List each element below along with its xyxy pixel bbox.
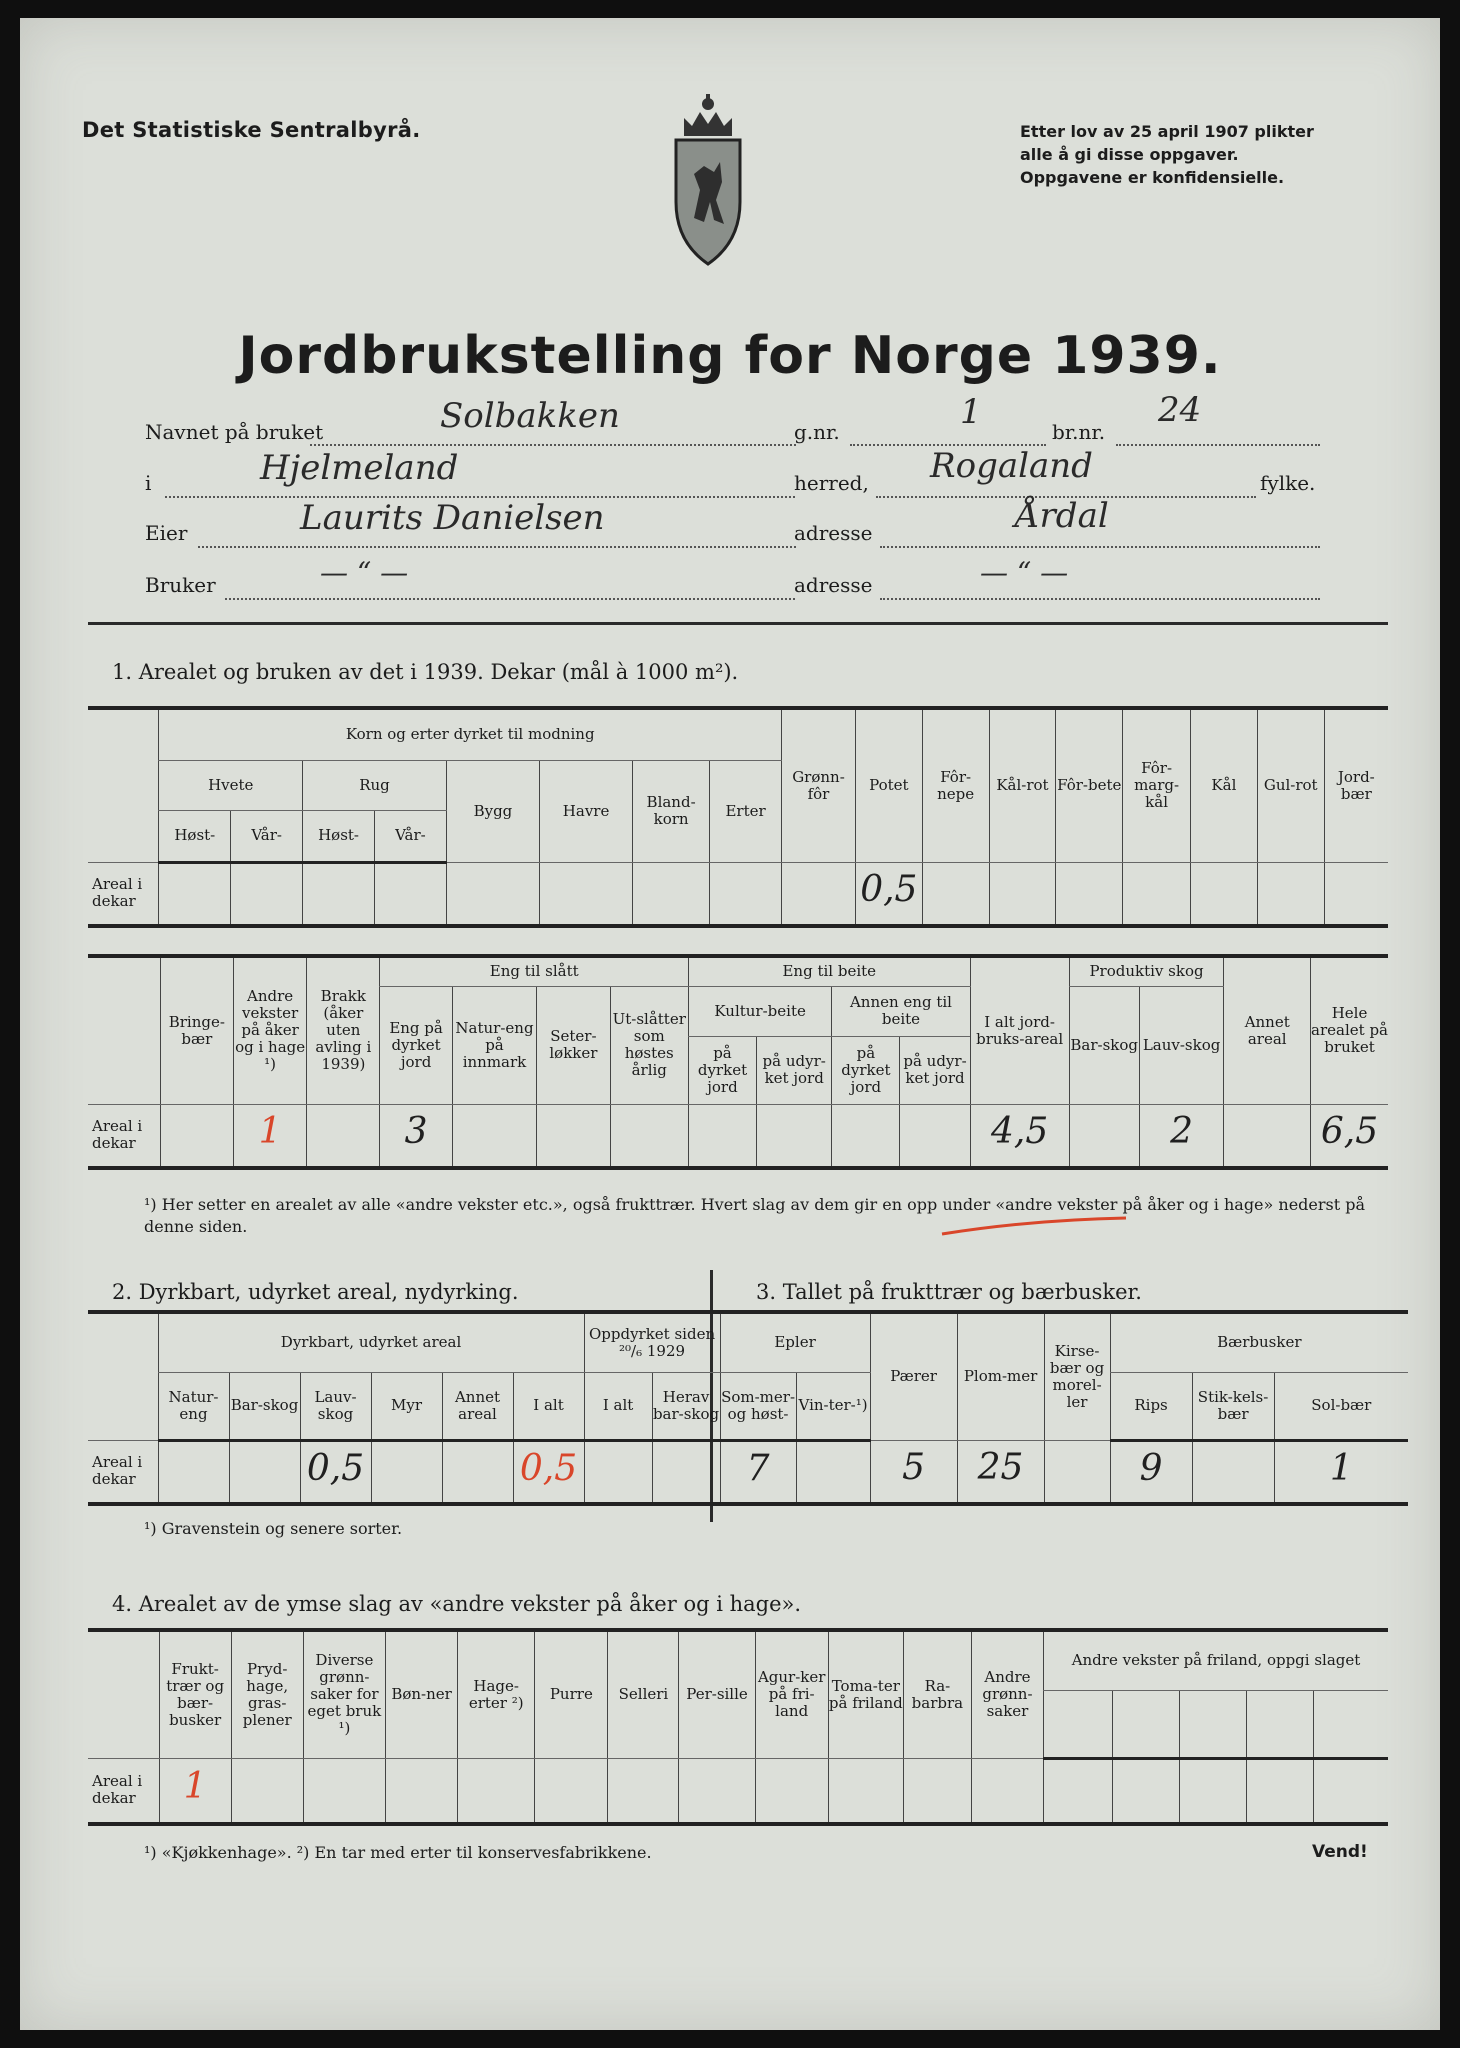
herred-label: herred, xyxy=(794,471,869,495)
eng-dyrket-value: 3 xyxy=(404,1111,428,1153)
header-prydhage: Pryd-hage, gras-plener xyxy=(231,1630,303,1758)
header-herav-barskog: Herav bar-skog xyxy=(652,1372,720,1440)
cell-i-alt[interactable] xyxy=(513,1440,584,1504)
header-agurker: Agur-ker på fri-land xyxy=(755,1630,828,1758)
section2-heading: 2. Dyrkbart, udyrket areal, nydyrking. xyxy=(112,1280,519,1304)
cell[interactable] xyxy=(688,1104,756,1168)
header-bygg: Bygg xyxy=(446,760,539,862)
header-i-alt: I alt xyxy=(513,1372,584,1440)
cell[interactable] xyxy=(1180,1758,1247,1824)
cell-rips[interactable] xyxy=(1110,1440,1192,1504)
blank-header[interactable] xyxy=(1113,1690,1180,1758)
cell-frukttraer[interactable] xyxy=(159,1758,231,1824)
cell[interactable] xyxy=(1069,1104,1139,1168)
section3-heading: 3. Tallet på frukttrær og bærbusker. xyxy=(756,1280,1142,1304)
bruker-value[interactable]: — “ — xyxy=(320,556,409,589)
header-sommer: Som-mer-og høst- xyxy=(720,1372,796,1440)
header-hvete: Hvete xyxy=(159,760,303,810)
cell[interactable] xyxy=(458,1758,535,1824)
cell[interactable] xyxy=(710,862,782,926)
header-eng-slatt: Eng til slått xyxy=(380,956,688,986)
cell[interactable] xyxy=(679,1758,755,1824)
cell[interactable] xyxy=(608,1758,679,1824)
i-label: i xyxy=(145,471,152,495)
cell[interactable] xyxy=(540,862,633,926)
andre-vekster-value: 1 xyxy=(258,1111,282,1153)
cell[interactable] xyxy=(796,1440,870,1504)
cell-lauvskog[interactable] xyxy=(1139,1104,1224,1168)
cell-plommer[interactable] xyxy=(957,1440,1044,1504)
header-barskog: Bar-skog xyxy=(229,1372,300,1440)
census-form xyxy=(20,18,1440,2030)
eier-adresse-value[interactable]: Årdal xyxy=(1015,496,1109,536)
cell[interactable] xyxy=(442,1440,513,1504)
fylke-label: fylke. xyxy=(1260,471,1316,495)
header-selleri: Selleri xyxy=(608,1630,679,1758)
cell-i-alt[interactable] xyxy=(970,1104,1069,1168)
gnr-value[interactable]: 1 xyxy=(960,392,982,432)
hele-arealet-value: 6,5 xyxy=(1320,1111,1379,1153)
header-bringebaer: Bringe-bær xyxy=(160,956,233,1104)
header-annet-areal: Annet areal xyxy=(442,1372,513,1440)
header-oppdyrket-i-alt: I alt xyxy=(584,1372,652,1440)
header-paerer: Pærer xyxy=(870,1312,957,1440)
section4-heading: 4. Arealet av de ymse slag av «andre vekster på åker og i hage». xyxy=(112,1592,802,1616)
cell-eng-dyrket[interactable] xyxy=(380,1104,452,1168)
header-jordbaer: Jord-bær xyxy=(1324,708,1388,862)
header-blandkorn: Bland-korn xyxy=(633,760,710,862)
header-kalrot: Kål-rot xyxy=(989,708,1056,862)
cell[interactable] xyxy=(757,1104,832,1168)
header-naturreng: Natur-eng xyxy=(158,1372,229,1440)
i-alt-value: 4,5 xyxy=(990,1111,1049,1153)
row-label: Areal i dekar xyxy=(88,1104,160,1168)
header-naturreng: Natur-eng på innmark xyxy=(452,986,537,1104)
header-eng-beite: Eng til beite xyxy=(688,956,970,986)
cell-potet[interactable] xyxy=(855,862,922,926)
navnet-label: Navnet på bruket xyxy=(145,420,324,444)
header-barskog: Bar-skog xyxy=(1069,986,1139,1104)
norwegian-coat-of-arms-icon xyxy=(670,90,746,266)
bruker-label: Bruker xyxy=(145,573,216,597)
header-fornepe: Fôr-nepe xyxy=(922,708,989,862)
section1-footnote: ¹) Her setter en arealet av alle «andre vekster etc.», også frukttrær. Hvert slag av dem gir en opp under «andre vekster på åker og i hage» nederst på denne siden. xyxy=(144,1195,1366,1236)
cell[interactable] xyxy=(159,862,231,926)
brnr-label: br.nr. xyxy=(1052,420,1106,444)
gnr-label: g.nr. xyxy=(794,420,840,444)
header-rips: Rips xyxy=(1110,1372,1192,1440)
cell[interactable] xyxy=(535,1758,608,1824)
cell[interactable] xyxy=(1247,1758,1314,1824)
solbaer-value: 1 xyxy=(1329,1447,1353,1489)
cell-lauvskog[interactable] xyxy=(300,1440,371,1504)
header-annen-dyrket: på dyrket jord xyxy=(832,1036,900,1104)
fylke-value[interactable]: Rogaland xyxy=(930,446,1093,486)
sommer-value: 7 xyxy=(746,1447,770,1489)
header-erter: Erter xyxy=(710,760,782,862)
crop-area-table-2 xyxy=(88,954,1388,1170)
cell[interactable] xyxy=(1123,862,1191,926)
eier-value[interactable]: Laurits Danielsen xyxy=(300,498,605,538)
cell[interactable] xyxy=(229,1440,300,1504)
header-formargkal: Fôr-marg-kål xyxy=(1123,708,1191,862)
crop-area-table-1 xyxy=(88,706,1388,928)
header-epler: Epler xyxy=(720,1312,870,1372)
cell[interactable] xyxy=(903,1758,971,1824)
header-utslatter: Ut-slåtter som høstes årlig xyxy=(610,986,688,1104)
header-bonner: Bøn-ner xyxy=(386,1630,458,1758)
header-lauvskog: Lauv-skog xyxy=(300,1372,371,1440)
potet-value: 0,5 xyxy=(860,869,918,911)
cell[interactable] xyxy=(537,1104,610,1168)
cell[interactable] xyxy=(828,1758,903,1824)
header-plommer: Plom-mer xyxy=(957,1312,1044,1440)
header-stikkelsbaer: Stik-kels-bær xyxy=(1192,1372,1274,1440)
cell[interactable] xyxy=(922,862,989,926)
cell-andre-vekster[interactable] xyxy=(233,1104,306,1168)
row-label: Areal i dekar xyxy=(88,1440,158,1504)
rips-value: 9 xyxy=(1139,1447,1163,1489)
navnet-line xyxy=(310,444,796,446)
header-diverse: Diverse grønn-saker for eget bruk ¹) xyxy=(303,1630,385,1758)
plommer-value: 25 xyxy=(977,1447,1024,1489)
header-annet-areal: Annet areal xyxy=(1224,956,1311,1104)
cell-sommer[interactable] xyxy=(720,1440,796,1504)
blank-header[interactable] xyxy=(1044,1690,1113,1758)
header-kulturbeite: Kultur-beite xyxy=(688,986,831,1036)
cell[interactable] xyxy=(755,1758,828,1824)
brnr-value[interactable]: 24 xyxy=(1158,390,1202,430)
cell[interactable] xyxy=(231,862,303,926)
cell[interactable] xyxy=(900,1104,970,1168)
cell[interactable] xyxy=(452,1104,537,1168)
header-hvete-var: Vår- xyxy=(231,810,303,862)
eier-adresse-line xyxy=(880,546,1320,548)
lauvskog-value: 2 xyxy=(1170,1111,1194,1153)
cell-paerer[interactable] xyxy=(870,1440,957,1504)
header-purre: Purre xyxy=(535,1630,608,1758)
bruker-adresse-value[interactable]: — “ — xyxy=(980,556,1069,589)
cell[interactable] xyxy=(610,1104,688,1168)
header-produktiv-skog: Produktiv skog xyxy=(1069,956,1224,986)
header-kirsebaer: Kirse-bær og morel-ler xyxy=(1044,1312,1110,1440)
header-hvete-host: Høst- xyxy=(159,810,231,862)
header-lauvskog: Lauv-skog xyxy=(1139,986,1224,1104)
header-brakk: Brakk (åker uten avling i 1939) xyxy=(307,956,380,1104)
cell[interactable] xyxy=(231,1758,303,1824)
navnet-value[interactable]: Solbakken xyxy=(440,396,620,436)
organization-name: Det Statistiske Sentralbyrå. xyxy=(82,118,421,142)
cell[interactable] xyxy=(1044,1758,1113,1824)
header-havre: Havre xyxy=(540,760,633,862)
bruker-adresse-line xyxy=(880,598,1320,600)
header-andre-gronnsaker: Andre grønn-saker xyxy=(971,1630,1043,1758)
header-tomater: Toma-ter på friland xyxy=(828,1630,903,1758)
header-kultur-dyrket: på dyrket jord xyxy=(688,1036,756,1104)
cell[interactable] xyxy=(989,862,1056,926)
header-oppdyrket-group: Oppdyrket siden ²⁰/₆ 1929 xyxy=(584,1312,720,1372)
eier-label: Eier xyxy=(145,521,188,545)
cultivable-and-fruit-table xyxy=(88,1310,1408,1506)
frukttraer-value: 1 xyxy=(183,1766,207,1808)
header-eng-dyrket: Eng på dyrket jord xyxy=(380,986,452,1104)
header-hele-arealet: Hele arealet på bruket xyxy=(1311,956,1388,1104)
cell[interactable] xyxy=(307,1104,380,1168)
cell[interactable] xyxy=(1224,1104,1311,1168)
header-andre-friland: Andre vekster på friland, oppgi slaget xyxy=(1044,1630,1389,1690)
header-persille: Per-sille xyxy=(679,1630,755,1758)
header-rug: Rug xyxy=(303,760,447,810)
header-annen-udyrket: på udyr-ket jord xyxy=(900,1036,970,1104)
cell[interactable] xyxy=(832,1104,900,1168)
cell[interactable] xyxy=(652,1440,720,1504)
section4-footnote: ¹) «Kjøkkenhage». ²) En tar med erter til konservesfabrikkene. xyxy=(144,1843,652,1862)
cell[interactable] xyxy=(374,862,446,926)
blank-header[interactable] xyxy=(1180,1690,1247,1758)
header-i-alt-jordbruksareal: I alt jord-bruks-areal xyxy=(970,956,1069,1104)
header-annen-eng: Annen eng til beite xyxy=(832,986,970,1036)
cell[interactable] xyxy=(1324,862,1388,926)
red-pencil-underline xyxy=(940,1214,1130,1240)
brnr-line xyxy=(1116,444,1320,446)
header-vinter: Vin-ter-¹) xyxy=(796,1372,870,1440)
cell[interactable] xyxy=(158,1440,229,1504)
cell[interactable] xyxy=(1314,1758,1388,1824)
header-potet: Potet xyxy=(855,708,922,862)
cell[interactable] xyxy=(446,862,539,926)
cell[interactable] xyxy=(633,862,710,926)
header-kultur-udyrket: på udyr-ket jord xyxy=(757,1036,832,1104)
cell[interactable] xyxy=(1191,862,1258,926)
header-andre-vekster: Andre vekster på åker og i hage ¹) xyxy=(233,956,306,1104)
header-baerbusker: Bærbusker xyxy=(1110,1312,1408,1372)
header-forbete: Fôr-bete xyxy=(1056,708,1123,862)
other-crops-table xyxy=(88,1628,1388,1826)
cell[interactable] xyxy=(386,1758,458,1824)
header-rabarbra: Ra-barbra xyxy=(903,1630,971,1758)
section3-footnote: ¹) Gravenstein og senere sorter. xyxy=(144,1519,403,1538)
cell[interactable] xyxy=(1192,1440,1274,1504)
header-hageerter: Hage-erter ²) xyxy=(458,1630,535,1758)
cell[interactable] xyxy=(303,862,375,926)
eier-adresse-label: adresse xyxy=(794,521,873,545)
cell[interactable] xyxy=(1113,1758,1180,1824)
header-kal: Kål xyxy=(1191,708,1258,862)
row-label: Areal i dekar xyxy=(88,862,159,926)
header-seterlokker: Seter-løkker xyxy=(537,986,610,1104)
blank-header[interactable] xyxy=(1247,1690,1314,1758)
herred-value[interactable]: Hjelmeland xyxy=(260,448,459,488)
cell[interactable] xyxy=(1257,862,1324,926)
turn-over-label: Vend! xyxy=(1312,1842,1368,1862)
cell[interactable] xyxy=(303,1758,385,1824)
section1-heading: 1. Arealet og bruken av det i 1939. Dekar (mål à 1000 m²). xyxy=(112,660,739,684)
row-label: Areal i dekar xyxy=(88,1758,159,1824)
header-frukttraer: Frukt-trær og bær-busker xyxy=(159,1630,231,1758)
eier-line xyxy=(198,546,796,548)
paerer-value: 5 xyxy=(902,1447,926,1489)
cell[interactable] xyxy=(1044,1440,1110,1504)
header-rug-var: Vår- xyxy=(374,810,446,862)
bruker-adresse-label: adresse xyxy=(794,573,873,597)
cell-hele-arealet[interactable] xyxy=(1311,1104,1388,1168)
header-gronnfor: Grønn-fôr xyxy=(782,708,856,862)
cell[interactable] xyxy=(160,1104,233,1168)
cell[interactable] xyxy=(1056,862,1123,926)
form-title: Jordbrukstelling for Norge 1939. xyxy=(238,326,1222,386)
header-rug-host: Høst- xyxy=(303,810,375,862)
cell[interactable] xyxy=(971,1758,1043,1824)
cell[interactable] xyxy=(371,1440,442,1504)
cell-solbaer[interactable] xyxy=(1274,1440,1408,1504)
cell[interactable] xyxy=(782,862,856,926)
i-alt-value: 0,5 xyxy=(519,1447,578,1489)
bruker-line xyxy=(225,598,795,600)
header-korn-group: Korn og erter dyrket til modning xyxy=(159,708,782,760)
blank-header[interactable] xyxy=(1314,1690,1388,1758)
header-dyrkbart-group: Dyrkbart, udyrket areal xyxy=(158,1312,584,1372)
header-gulrot: Gul-rot xyxy=(1257,708,1324,862)
divider xyxy=(88,622,1388,625)
header-myr: Myr xyxy=(371,1372,442,1440)
lauvskog-value: 0,5 xyxy=(306,1447,365,1489)
cell[interactable] xyxy=(584,1440,652,1504)
law-notice: Etter lov av 25 april 1907 plikter alle å gi disse oppgaver. Oppgavene er konfidensielle. xyxy=(1020,122,1314,187)
header-solbaer: Sol-bær xyxy=(1274,1372,1408,1440)
